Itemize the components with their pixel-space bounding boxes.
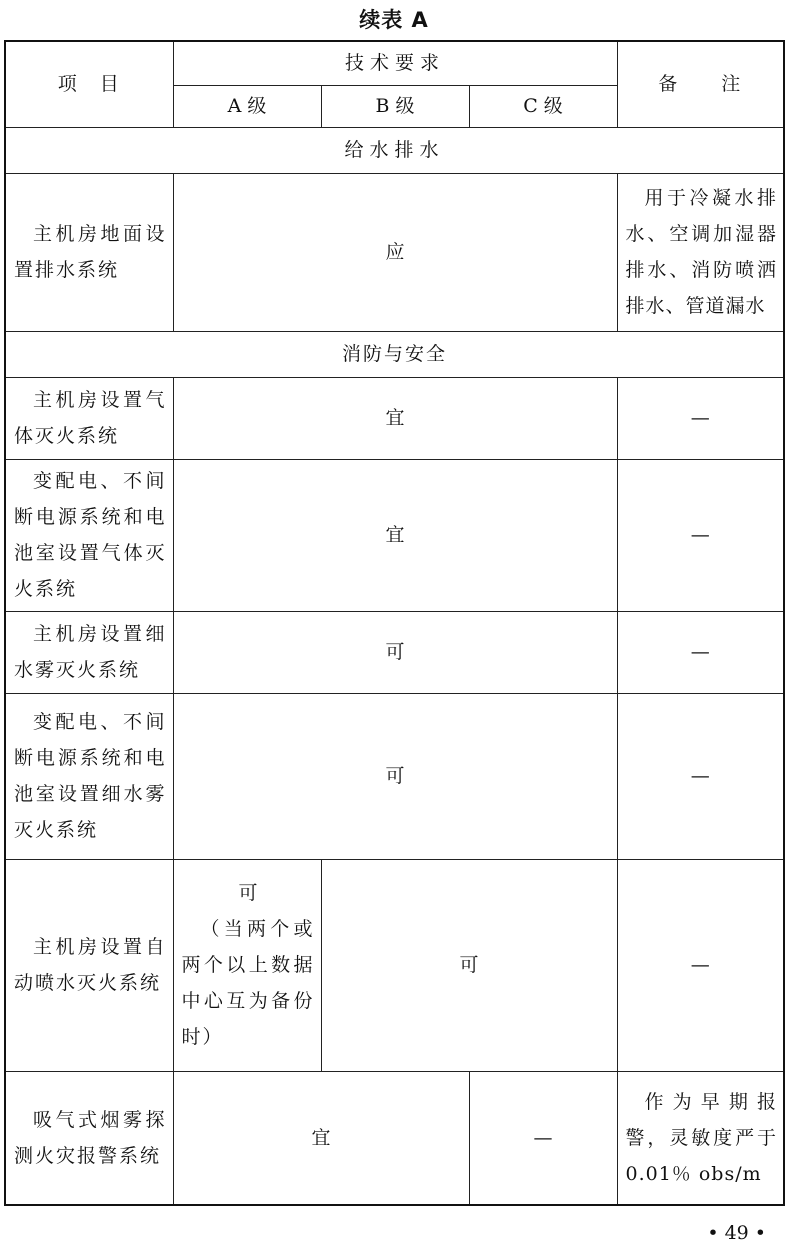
row-value-bc: 可 — [321, 859, 617, 1071]
row-item: 主机房设置气体灭火系统 — [5, 377, 173, 459]
row-item: 变配电、不间断电源系统和电池室设置气体灭火系统 — [5, 459, 173, 611]
header-level-c: C 级 — [469, 85, 617, 127]
header-level-a: A 级 — [173, 85, 321, 127]
row-value-a-main: 可 — [238, 882, 258, 904]
row-value: 宜 — [173, 377, 617, 459]
header-item: 项 目 — [5, 41, 173, 127]
row-remark: 用于冷凝水排水、空调加湿器排水、消防喷洒排水、管道漏水 — [617, 173, 784, 331]
row-remark: — — [617, 377, 784, 459]
header-level-b: B 级 — [321, 85, 469, 127]
row-item: 吸气式烟雾探测火灾报警系统 — [5, 1071, 173, 1205]
header-tech-requirements: 技术要求 — [173, 41, 617, 85]
row-item: 主机房地面设置排水系统 — [5, 173, 173, 331]
row-item: 变配电、不间断电源系统和电池室设置细水雾灭火系统 — [5, 693, 173, 859]
row-remark: — — [617, 611, 784, 693]
row-remark: — — [617, 693, 784, 859]
requirements-table — [4, 40, 785, 1206]
table-title: 续表 A — [359, 8, 429, 32]
row-item: 主机房设置自动喷水灭火系统 — [5, 859, 173, 1071]
row-remark: — — [617, 859, 784, 1071]
row-value: 可 — [173, 693, 617, 859]
row-value-a — [173, 859, 321, 1071]
row-value-a-note: （当两个或两个以上数据中心互为备份时） — [181, 918, 315, 1048]
row-value: 应 — [173, 173, 617, 331]
row-value: 宜 — [173, 459, 617, 611]
row-remark: 作为早期报警，灵敏度严于0.01％ obs/m — [617, 1071, 784, 1205]
row-value-ab: 宜 — [173, 1071, 469, 1205]
row-value-c: — — [469, 1071, 617, 1205]
row-item: 主机房设置细水雾灭火系统 — [5, 611, 173, 693]
section-title-fire: 消防与安全 — [5, 331, 784, 377]
section-title-water: 给水排水 — [5, 127, 784, 173]
row-remark: — — [617, 459, 784, 611]
page-number: • 49 • — [707, 1222, 766, 1244]
row-value: 可 — [173, 611, 617, 693]
header-remark: 备 注 — [617, 41, 784, 127]
